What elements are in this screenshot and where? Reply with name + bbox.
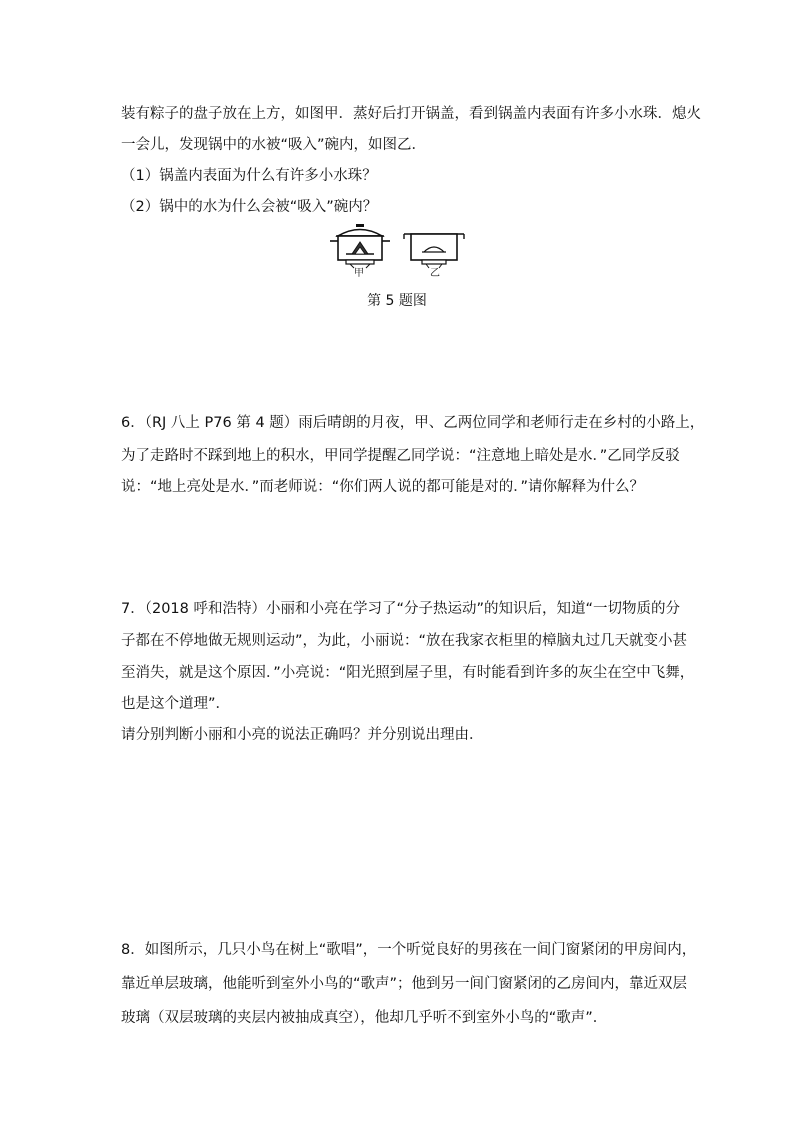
steamer-pot-figure-jia [328,222,392,270]
q7-text-line-3: 至消失，就是这个原因．”小亮说：“阳光照到屋子里，有时能看到许多的灰尘在空中飞舞， [121,665,695,681]
q7-question: 请分别判断小丽和小亮的说法正确吗？并分别说出理由． [121,727,484,743]
figure-caption: 第 5 题图 [367,293,427,309]
figure-label-yi: 乙 [430,268,440,279]
q6-text-line-1: 6．（RJ 八上 P76 第 4 题）雨后晴朗的月夜，甲、乙两位同学和老师行走在乡村的小路上， [121,415,705,431]
q6-text-line-2: 为了走路时不踩到地上的积水，甲同学提醒乙同学说：“注意地上暗处是水．”乙同学反驳 [121,448,680,464]
q7-text-line-2: 子都在不停地做无规则运动”，为此，小丽说：“放在我家衣柜里的樟脑丸过几天就变小甚 [121,633,688,649]
q5-text-line-1: 装有粽子的盘子放在上方，如图甲．蒸好后打开锅盖，看到锅盖内表面有许多小水珠．熄火 [121,106,701,122]
q5-text-line-2: 一会儿，发现锅中的水被“吸入”碗内，如图乙． [121,137,427,153]
q8-text-line-3: 玻璃（双层玻璃的夹层内被抽成真空），他却几乎听不到室外小鸟的“歌声”． [121,1010,608,1026]
q7-text-line-4: 也是这个道理”． [121,696,231,712]
figure-label-jia: 甲 [354,268,364,279]
q8-text-line-2: 靠近单层玻璃，他能听到室外小鸟的“歌声”；他到另一间门窗紧闭的乙房间内，靠近双层 [121,976,688,992]
q5-subquestion-1: （1）锅盖内表面为什么有许多小水珠？ [121,168,377,184]
q5-subquestion-2: （2）锅中的水为什么会被“吸入”碗内？ [121,199,378,215]
q8-text-line-1: 8．如图所示，几只小鸟在树上“歌唱”，一个听觉良好的男孩在一间门窗紧闭的甲房间内， [121,942,697,958]
pot-with-bowl-figure-yi [402,222,466,270]
q6-text-line-3: 说：“地上亮处是水．”而老师说：“你们两人说的都可能是对的．”请你解释为什么？ [121,479,645,495]
q7-text-line-1: 7．（2018 呼和浩特）小丽和小亮在学习了“分子热运动”的知识后，知道“一切物质的分 [121,601,681,617]
